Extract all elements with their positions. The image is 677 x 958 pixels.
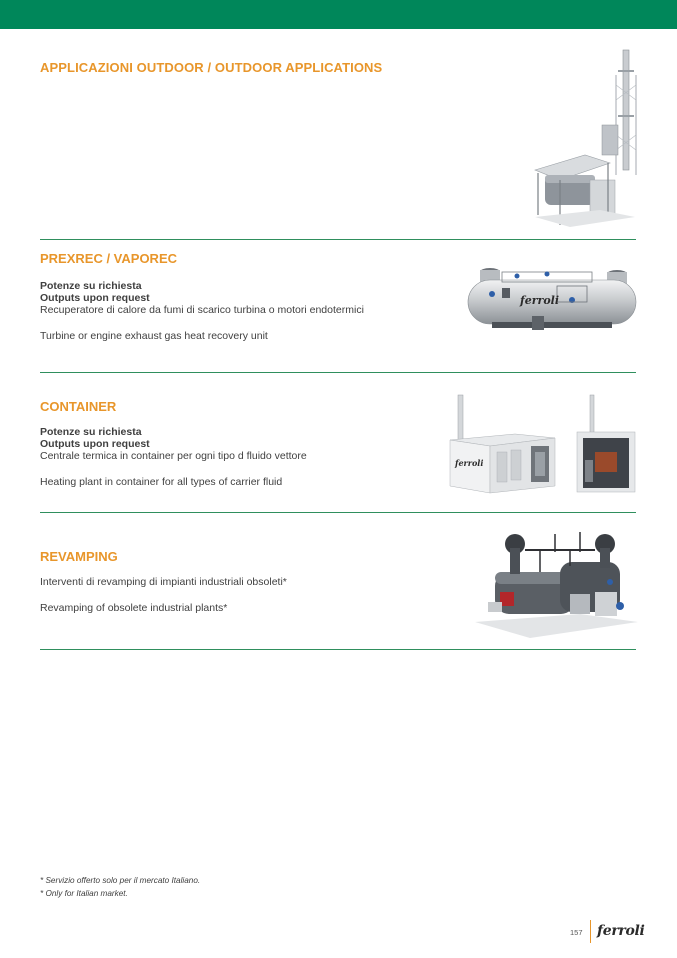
prexrec-power-en: Outputs upon request bbox=[40, 292, 150, 304]
logo-divider bbox=[590, 920, 591, 943]
revamping-plant-image bbox=[470, 522, 640, 640]
container-plant-image bbox=[445, 390, 640, 495]
container-logo: ferroli bbox=[455, 458, 484, 468]
section-divider bbox=[40, 649, 636, 650]
header-bar bbox=[0, 0, 677, 29]
container-desc-it: Centrale termica in container per ogni tipo d fluido vettore bbox=[40, 450, 307, 462]
section-title-prexrec: PREXREC / VAPOREC bbox=[40, 251, 178, 266]
section-title-container: CONTAINER bbox=[40, 399, 117, 414]
page-number: 157 bbox=[570, 928, 583, 937]
footnote-it: * Servizio offerto solo per il mercato Italiano. bbox=[40, 876, 201, 885]
section-title-revamping: REVAMPING bbox=[40, 549, 118, 564]
prexrec-unit-image bbox=[462, 260, 638, 335]
section-divider bbox=[40, 239, 636, 240]
section-title-outdoor: APPLICAZIONI OUTDOOR / OUTDOOR APPLICATIONS bbox=[40, 60, 383, 75]
container-desc-en: Heating plant in container for all types of carrier fluid bbox=[40, 476, 283, 488]
revamping-desc-it: Interventi di revamping di impianti industriali obsoleti* bbox=[40, 576, 287, 588]
container-power-it: Potenze su richiesta bbox=[40, 426, 142, 438]
outdoor-plant-image bbox=[530, 45, 640, 230]
revamping-desc-en: Revamping of obsolete industrial plants* bbox=[40, 602, 228, 614]
section-divider bbox=[40, 512, 636, 513]
ferroli-logo: ferroli bbox=[597, 923, 645, 939]
prexrec-desc-it: Recuperatore di calore da fumi di scarico turbina o motori endotermici bbox=[40, 304, 364, 316]
prexrec-logo: ferroli bbox=[520, 294, 560, 307]
container-power-en: Outputs upon request bbox=[40, 438, 150, 450]
footnote-en: * Only for Italian market. bbox=[40, 889, 128, 898]
section-divider bbox=[40, 372, 636, 373]
prexrec-power-it: Potenze su richiesta bbox=[40, 280, 142, 292]
prexrec-desc-en: Turbine or engine exhaust gas heat recovery unit bbox=[40, 330, 268, 342]
